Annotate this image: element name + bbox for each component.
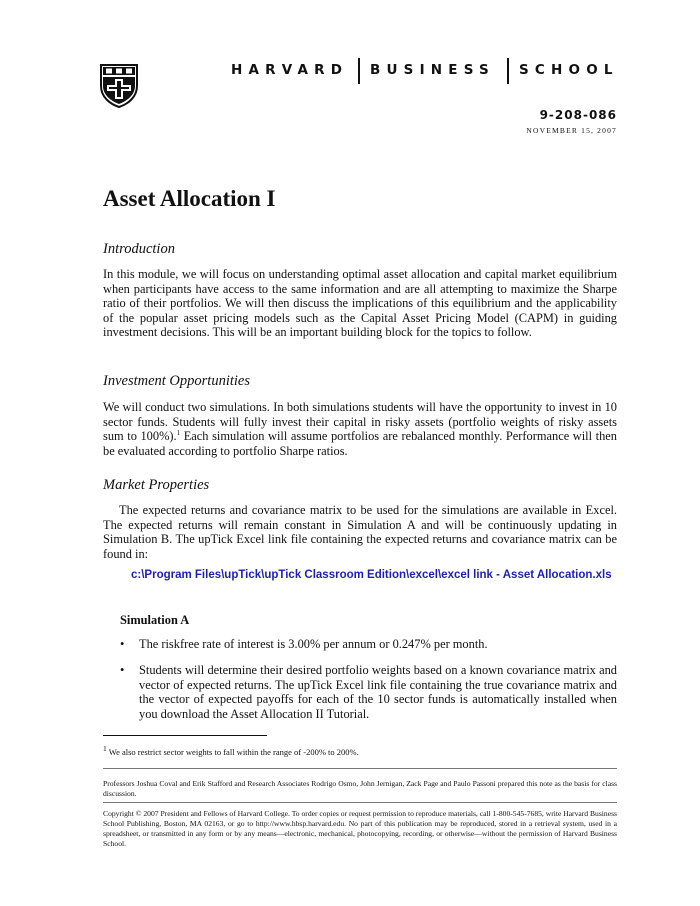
institution-word-school: SCHOOL xyxy=(519,62,619,78)
excel-file-path: c:\Program Files\upTick\upTick Classroom Edition\excel\excel link - Asset Allocation.xls xyxy=(131,569,612,581)
page-title: Asset Allocation I xyxy=(103,186,276,211)
bullet-item-riskfree-rate: The riskfree rate of interest is 3.00% per annum or 0.247% per month. xyxy=(139,637,488,651)
footer-divider xyxy=(103,768,617,769)
section-heading-investment-opportunities: Investment Opportunities xyxy=(103,373,250,389)
header-divider xyxy=(507,58,509,84)
institution-name xyxy=(231,62,631,82)
investment-text-part-2: Each simulation will assume portfolios are rebalanced monthly. Performance will then be evaluated according to portfolio Sharpe ratios. xyxy=(103,429,617,458)
footnote-reference: 1 xyxy=(176,429,181,438)
section-heading-market-properties: Market Properties xyxy=(103,477,210,493)
authors-note: Professors Joshua Coval and Erik Stafford and Research Associates Rodrigo Osmo, John Jernigan, Zack Page and Paulo Passoni prepared this note as the basis for class discussion. xyxy=(103,779,617,798)
market-paragraph: The expected returns and covariance matrix to be used for the simulations are available in Excel. The expected returns will remain constant in Simulation A and will be continuously updating in Simulation B. The upTick Excel link file containing the expected returns and covariance matrix can be found in: xyxy=(103,503,617,561)
hbs-shield-logo xyxy=(100,64,138,108)
footnote xyxy=(103,744,359,757)
footnote-marker: 1 xyxy=(103,744,107,754)
bullet-item-portfolio-weights: Students will determine their desired portfolio weights based on a known covariance matrix and vector of expected returns. The upTick Excel link file containing the true covariance matrix and the vector of expected payoffs for each of the 10 sector funds is automatically installed when you download the Asset Allocation II Tutorial. xyxy=(139,663,617,721)
header-divider xyxy=(358,58,360,84)
bullet-icon: • xyxy=(120,637,125,651)
footnote-rule xyxy=(103,735,267,736)
investment-text-part-1: We will conduct two simulations. In both simulations students will have the opportunity to invest in 10 sector funds. Students will fully invest their capital in risky assets (portfolio weights of risky assets sum to 100%). xyxy=(103,400,617,444)
investment-paragraph xyxy=(103,400,617,458)
simulation-a-heading: Simulation A xyxy=(120,613,190,627)
document-number: 9-208-086 xyxy=(539,108,617,122)
institution-word-harvard: HARVARD xyxy=(231,62,349,78)
footer-divider xyxy=(103,802,617,803)
section-heading-introduction: Introduction xyxy=(103,241,175,257)
footnote-text: We also restrict sector weights to fall within the range of -200% to 200%. xyxy=(106,747,359,757)
introduction-paragraph: In this module, we will focus on understanding optimal asset allocation and capital market equilibrium when participants have access to the same information and are all attempting to maximize the Sharpe ratio of their portfolios. We will then discuss the implications of this equilibrium and the applicability of the popular asset pricing models such as the Capital Asset Pricing Model (CAPM) in guiding investment decisions. This will be an important building block for the topics to follow. xyxy=(103,267,617,340)
institution-word-business: BUSINESS xyxy=(370,62,495,78)
bullet-icon: • xyxy=(120,663,125,677)
copyright-notice: Copyright © 2007 President and Fellows of Harvard College. To order copies or request permission to reproduce materials, call 1-800-545-7685, write Harvard Business School Publishing, Boston, MA 02163, or go to http://www.hbsp.harvard.edu. No part of this publication may be reproduced, stored in a retrieval system, used in a spreadsheet, or transmitted in any form or by any means—electronic, mechanical, photocopying, recording, or otherwise—without the permission of Harvard Business School. xyxy=(103,809,617,848)
document-date: NOVEMBER 15, 2007 xyxy=(526,126,617,135)
